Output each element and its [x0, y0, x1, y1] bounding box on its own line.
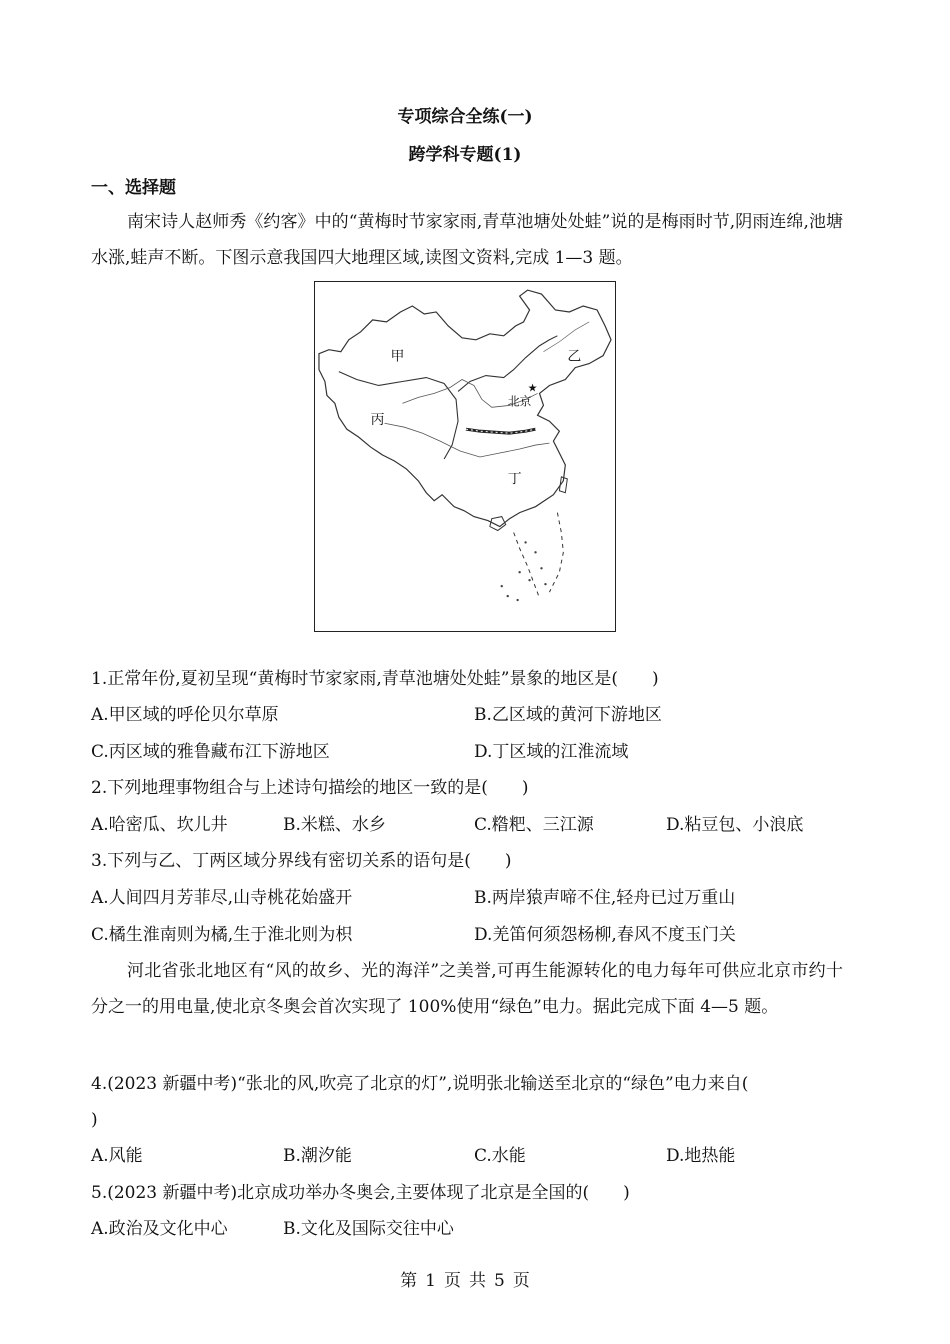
q2-option-b[interactable]: B.米糕、水乡 — [283, 815, 386, 835]
q5-option-a[interactable]: A.政治及文化中心 — [91, 1219, 228, 1239]
q3-option-a[interactable]: A.人间四月芳菲尽,山寺桃花始盛开 — [91, 888, 353, 908]
q2-option-c[interactable]: C.糌粑、三江源 — [474, 815, 594, 835]
page-footer — [0, 1266, 930, 1291]
q3-option-d[interactable]: D.羌笛何须怨杨柳,春风不度玉门关 — [474, 925, 736, 945]
footer-di: 第 — [400, 1271, 418, 1291]
q1-option-c[interactable]: C.丙区域的雅鲁藏布江下游地区 — [91, 742, 330, 762]
north-northwest-boundary — [458, 336, 557, 395]
q5-stem: 5.(2023 新疆中考)北京成功举办冬奥会,主要体现了北京是全国的( ) — [91, 1183, 630, 1203]
footer-total-pages: 5 — [494, 1271, 505, 1291]
section-heading: 一、选择题 — [91, 178, 176, 198]
label-bing: 丙 — [370, 412, 385, 429]
label-yi: 乙 — [567, 348, 582, 365]
q4-stem: 4.(2023 新疆中考)“张北的风,吹亮了北京的灯”,说明张北输送至北京的“绿色”电力来自( — [91, 1074, 749, 1094]
q2-stem: 2.下列地理事物组合与上述诗句描绘的地区一致的是( ) — [91, 778, 529, 798]
footer-ye: 页 — [444, 1271, 461, 1291]
q1-option-d[interactable]: D.丁区域的江淮流域 — [474, 742, 629, 762]
footer-ye-end: 页 — [512, 1271, 530, 1291]
page-subtitle: 跨学科专题(1) — [408, 145, 522, 165]
china-outline — [319, 290, 611, 526]
q2-option-d[interactable]: D.粘豆包、小浪底 — [666, 815, 804, 835]
q1-option-a[interactable]: A.甲区域的呼伦贝尔草原 — [91, 705, 279, 725]
q4-option-b[interactable]: B.潮汐能 — [283, 1146, 352, 1166]
map-figure — [315, 282, 615, 631]
q4-option-c[interactable]: C.水能 — [474, 1146, 526, 1166]
qinghai-tibet-boundary — [339, 372, 458, 459]
footer-gong: 共 — [469, 1271, 486, 1291]
q4-option-d[interactable]: D.地热能 — [666, 1146, 736, 1166]
page-title: 专项综合全练(一) — [397, 107, 533, 127]
q3-option-b[interactable]: B.两岸猿声啼不住,轻舟已过万重山 — [474, 888, 736, 908]
intro-paragraph: 南宋诗人赵师秀《约客》中的“黄梅时节家家雨,青草池塘处处蛙”说的是梅雨时节,阴雨连绵,池塘水涨,蛙声不断。下图示意我国四大地理区域,读图文资料,完成 1—3 题。 — [91, 212, 843, 268]
q1-option-b[interactable]: B.乙区域的黄河下游地区 — [474, 705, 662, 725]
q4-stem-close: ) — [91, 1110, 98, 1130]
beijing-star-icon: ★ — [527, 381, 538, 395]
q4-option-a[interactable]: A.风能 — [91, 1146, 143, 1166]
label-ding: 丁 — [507, 470, 522, 487]
footer-page-number: 1 — [425, 1271, 436, 1291]
china-region-map — [314, 281, 616, 632]
label-jia: 甲 — [390, 348, 405, 365]
q2-option-a[interactable]: A.哈密瓜、坎儿井 — [91, 815, 228, 835]
q5-option-b[interactable]: B.文化及国际交往中心 — [283, 1219, 454, 1239]
label-beijing: 北京 — [507, 394, 532, 409]
q1-stem: 1.正常年份,夏初呈现“黄梅时节家家雨,青草池塘处处蛙”景象的地区是( ) — [91, 669, 659, 689]
south-sea-dashes — [514, 513, 564, 598]
intro-paragraph-2: 河北省张北地区有“风的故乡、光的海洋”之美誉,可再生能源转化的电力每年可供应北京市约十分之一的用电量,使北京冬奥会首次实现了 100%使用“绿色”电力。据此完成下面 4—5 题。 — [91, 961, 843, 1017]
q3-stem: 3.下列与乙、丁两区域分界线有密切关系的语句是( ) — [91, 851, 512, 871]
south-sea-island-dots — [501, 541, 547, 601]
q3-option-c[interactable]: C.橘生淮南则为橘,生于淮北则为枳 — [91, 925, 353, 945]
northeast-river — [543, 322, 589, 352]
